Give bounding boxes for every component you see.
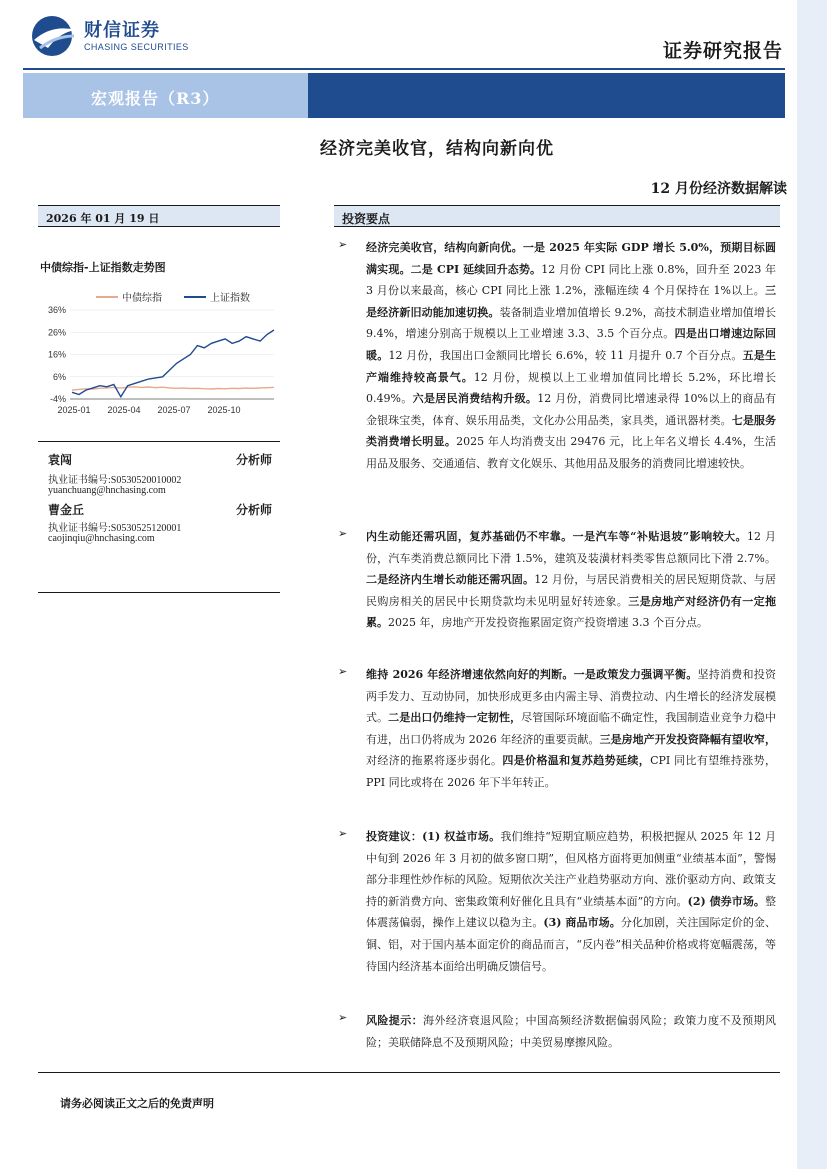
legend-label: 中债综指 [122,293,162,304]
page-subtitle: 12 月份经济数据解读 [650,181,787,197]
bullet-run: 12 月份，消费同比增速录得 10%以上的商品有金银珠宝类，体育、娱乐用品类，文化办公用品类，家具类，通讯器材类。 [366,392,776,427]
page-title: 经济完美收官，结构向新向优 [320,139,554,159]
arrow-bullet-icon: ➢ [338,1011,348,1024]
analyst-cert: 执业证书编号:S0530520010002 [48,475,182,486]
bullet-run: 分化加剧，关注国际定价的金、铜、铝，对于国内基本面定价的商品而言，“反内卷”相关品种价格或将宽幅震荡，等待国内经济基本面给出明确反馈信号。 [366,916,777,973]
bullet-run: 对经济的拖累将逐步弱化。 [366,754,503,768]
x-tick-label: 2025-04 [107,405,141,415]
page-side-stripe [797,0,827,1169]
analyst-name: 曹金丘 [48,503,85,517]
bullet-emphasis: 维持 2026 年经济增速依然向好的判断。一是政策发力强调平衡。 [366,668,698,681]
bullet-emphasis: 二是经济内生增长动能还需巩固。 [366,573,535,587]
analyst-name: 袁闯 [48,453,73,467]
bullet-run: 装备制造业增加值增长 9.2%，高技术制造业增加值增长 9.4%，增速分别高于规模以上工业增速 3.3、3.5 个百分点。 [366,305,776,341]
x-tick-label: 2025-01 [57,405,91,415]
analyst-top-rule [38,441,280,442]
bullet-run: 尽管国际环境面临不确定性，我国制造业竞争力稳中有进，出口仍将成为 2026 年经济的重要贡献。 [366,711,777,746]
y-tick-label: 16% [47,349,66,360]
x-tick-label: 2025-07 [157,405,191,415]
x-tick-label: 2025-10 [207,405,241,415]
y-tick-label: 36% [47,305,66,315]
banner-label: 宏观报告（R3） [91,89,220,108]
disclaimer-notice[interactable]: 请务必阅读正文之后的免责声明 [60,1097,214,1110]
bullet-run: 12 月份，汽车类消费总额同比下滑 1.5%，建筑及装潢材料类零售总额同比下滑 2.7%。 [366,530,776,565]
bullet-emphasis: 二是出口仍维持一定韧性， [388,711,522,725]
bullet-emphasis: 三是房地产开发投资降幅有望收窄， [599,732,776,746]
logo-emblem-icon [30,14,78,58]
bullet-emphasis: 投资建议：(1) 权益市场。 [366,830,501,843]
report-date: 2026 年 01 月 19 日 [46,212,160,225]
bullet-emphasis: 四是出口增速边际回暖。 [366,327,777,362]
bullet-text [366,664,776,794]
investment-heading-bar [334,205,780,227]
bullet-emphasis: 三是经济新旧动能加速切换。 [366,284,776,319]
bullet-emphasis: 四是价格温和复苏趋势延续， [502,754,651,768]
left-bottom-rule [38,592,280,593]
bullet-run: 12 月份 CPI 同比上涨 0.8%，回升至 2023 年 3 月份以来最高，核心 CPI 同比上涨 1.2%，涨幅连续 4 个月保持在 1%以上。 [366,262,776,298]
bullet-emphasis: 二是 CPI 延续回升态势。 [410,262,542,276]
investment-heading: 投资要点 [342,212,391,226]
bullet-run: 12 月份，规模以上工业增加值同比增长 5.2%，环比增长 0.49%。 [366,370,777,406]
series-line [72,387,274,390]
bullet-text [366,1010,776,1053]
analyst-email[interactable]: caojinqiu@hnchasing.com [48,533,155,544]
bullet-text [366,237,776,475]
bullet-run: 整体震荡偏弱，操作上建议以稳为主。 [366,894,776,930]
bullet-emphasis: 三是房地产对经济仍有一定拖累。 [366,594,777,630]
y-tick-label: 6% [52,371,66,382]
bullet-emphasis: 五是生产端维持较高景气。 [366,348,777,384]
analyst-email[interactable]: yuanchuang@hnchasing.com [48,485,166,496]
index-trend-chart [38,282,280,424]
bullet-emphasis: 风险提示： [366,1014,423,1027]
bullet-emphasis: 七是服务类消费增长明显。 [366,413,776,449]
date-bar [38,205,280,227]
analyst-role: 分析师 [235,503,272,517]
logo-text-cn: 财信证券 [84,20,160,41]
bullet-run: 2025 年人均消费支出 29476 元，比上年名义增长 4.4%，生活用品及服务、交通通信、教育文化娱乐、其他用品及服务的消费同比增速较快。 [366,435,777,470]
bullet-emphasis: 内生动能还需巩固，复苏基础仍不牢靠。一是汽车等“补贴退坡”影响较大。 [366,530,748,543]
bullet-run: 12 月份，与居民消费相关的居民短期贷款、与居民购房相关的居民中长期贷款均未见明显好转迹象。 [366,573,776,608]
bullet-run: 坚持消费和投资两手发力、互动协同，加快形成更多由内需主导、消费拉动、内生增长的经济发展模式。 [366,668,776,725]
bullet-emphasis: (2) 债券市场。 [687,894,765,908]
header-rule [23,68,785,70]
bullet-run: 12 月份，我国出口金额同比增长 6.6%，较 11 月提升 0.7 个百分点。 [388,348,743,362]
banner-light-block [23,73,308,118]
footer-rule [38,1072,780,1073]
bullet-text [366,526,776,634]
arrow-bullet-icon: ➢ [338,665,348,678]
bullet-run: 我们维持“短期宜顺应趋势，积极把握从 2025 年 12 月中旬到 2026 年 3 月初的做多窗口期”，但风格方面将更加侧重“业绩基本面”，警惕部分非理性炒作标的风险。短期依次关注产业趋势驱动方向、涨价驱动方向、政策支持的新消费方向、密集政策利好催化且具有“业绩基本面”的方向。 [366,830,776,908]
arrow-bullet-icon: ➢ [338,238,348,251]
bullet-emphasis: 六是居民消费结构升级。 [412,392,538,406]
arrow-bullet-icon: ➢ [338,827,348,840]
bullet-emphasis: 经济完美收官，结构向新向优。一是 2025 年实际 GDP 增长 5.0%，预期目标圆满实现。 [366,241,776,276]
report-type-label: 证券研究报告 [662,40,783,62]
y-tick-label: -4% [49,394,66,404]
company-logo [30,12,220,60]
legend-label: 上证指数 [210,293,250,304]
bullet-run: 2025 年，房地产开发投资拖累固定资产投资增速 3.3 个百分点。 [388,616,708,630]
analyst-cert: 执业证书编号:S0530525120001 [48,523,182,534]
series-line [72,330,274,397]
report-category-banner [23,73,785,118]
bullet-text [366,826,776,977]
bullet-run: 海外经济衰退风险；中国高频经济数据偏弱风险；政策力度不及预期风险；美联储降息不及预期风险；中美贸易摩擦风险。 [366,1014,776,1049]
y-tick-label: 26% [47,327,66,338]
bullet-run: CPI 同比有望维持涨势，PPI 同比或将在 2026 年下半年转正。 [366,754,777,789]
chart-title: 中债综指-上证指数走势图 [40,261,166,274]
bullet-emphasis: (3) 商品市场。 [543,916,621,930]
logo-text-en: CHASING SECURITIES [84,42,189,52]
arrow-bullet-icon: ➢ [338,527,348,540]
analyst-role: 分析师 [235,453,272,467]
